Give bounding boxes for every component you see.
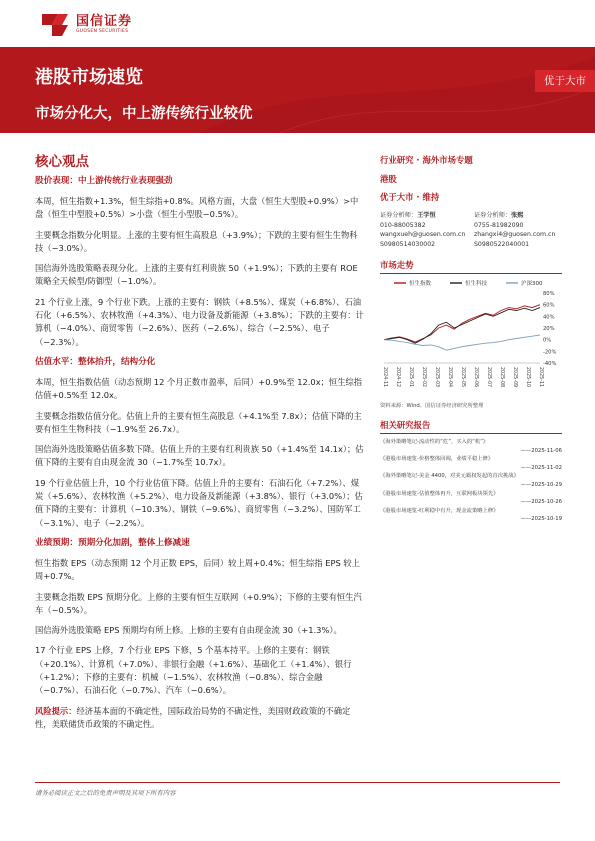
analyst-role: 证券分析师： (380, 212, 418, 219)
chart-source: 资料来源：Wind、国信证券经济研究所整理 (380, 403, 484, 409)
market-trend-chart (380, 277, 562, 399)
analyst-card (380, 211, 468, 249)
paragraph: 17 个行业 EPS 上修，7 个行业 EPS 下修，5 个基本持平。上修的主要有：钢铁（+20.1%）、计算机（+7.0%）、非银行金融（+1.6%）、基础化工（+1.4%）、银行（+1.2%）；下修的主要有：机械（−1.5%）、农林牧渔（−0.8%）、综合金融（−0.7%）、石油石化（−0.7%）、汽车（−0.6%）。 (35, 645, 352, 696)
y-tick-label: 0% (543, 337, 552, 344)
paragraph: 国信海外选股策略表现分化。上涨的主要有红利贵族 50（+1.9%）；下跌的主要有 ROE 策略全天候型/防御型（−1.0%）。 (35, 263, 358, 287)
core-views (35, 150, 365, 731)
paragraph: 本周，恒生指数+1.3%，恒生综指+0.8%。风格方面，大盘（恒生大型股+0.9%）>中盘（恒生中型股+0.5%）>小盘（恒生小型股−0.5%）。 (35, 196, 359, 220)
analyst-info (380, 211, 562, 249)
related-report-link[interactable]: 《港股市场速览-价格整体回调，业绩平稳上修》 (380, 456, 494, 463)
trend-chart-svg (380, 277, 562, 399)
subhead-valuation: 估值水平：整体抬升，结构分化 (35, 356, 156, 367)
logo-icon (38, 12, 72, 38)
related-report-link[interactable]: 《海外策略笔记-美金 4400，对美元霸权发起的首次挑战》 (380, 473, 519, 480)
x-tick-label: 2025-10 (525, 367, 530, 388)
analyst-phone: 010-88005382 (380, 221, 426, 229)
related-report-date: ——2025-10-19 (520, 516, 562, 523)
paragraph: 19 个行业估值上升，10 个行业估值下降。估值上升的主要有：石油石化（+7.2%）、煤炭（+5.6%）、农林牧渔（+5.2%）、电力设备及新能源（+3.8%）、银行（+3.0%）；估值下降的主要有：计算机（−10.3%）、钢铁（−9.6%）、商贸零售（−3.2%）、国防军工（−3.1%）、电子（−2.2%）。 (35, 477, 363, 528)
y-tick-label: -20% (543, 349, 557, 356)
y-tick-label: 40% (543, 314, 555, 321)
related-report-date: ——2025-11-06 (520, 447, 562, 454)
paragraph: 国信海外选股策略 EPS 预期均有所上修。上修的主要有自由现金流 30（+1.3%）。 (35, 625, 342, 636)
section-title-core: 核心观点 (35, 154, 89, 170)
analyst-card (474, 211, 562, 249)
paragraph: 主要概念指数 EPS 预期分化。上修的主要有恒生互联网（+0.9%）；下修的主要有恒生汽车（−0.5%）。 (35, 591, 362, 615)
footer-divider (35, 782, 560, 783)
page-title: 港股市场速览 (35, 67, 143, 88)
sidebar (380, 154, 562, 524)
related-report-date: ——2025-11-02 (520, 464, 562, 471)
market-trend-title: 市场走势 (380, 259, 562, 274)
analyst-cert: S0980522040001 (474, 240, 530, 248)
brand-name-cn: 国信证券 (76, 14, 133, 30)
analyst-name: 张熙 (511, 212, 524, 219)
risk-warning (35, 705, 365, 732)
legend-label: 沪深300 (521, 281, 543, 287)
paragraph: 主要概念指数分化明显。上涨的主要有恒生高股息（+3.9%）；下跌的主要有恒生生物科技（−3.0%）。 (35, 229, 358, 253)
brand-name-en: GUOSEN SECURITIES (76, 29, 129, 35)
subhead-earnings: 业绩预期：预期分化加剧，整体上修减速 (35, 537, 190, 548)
x-tick-label: 2025-04 (447, 367, 452, 388)
x-tick-label: 2025-06 (473, 367, 478, 388)
x-tick-label: 2024-11 (382, 367, 387, 388)
related-report-link[interactable]: 《港股市场速览-估值整体再升，互联网板块领先》 (380, 490, 499, 497)
x-tick-label: 2025-05 (460, 367, 465, 388)
footer-disclaimer: 请务必阅读正文之后的免责声明及其项下所有内容 (35, 789, 176, 797)
analyst-name: 王学恒 (417, 212, 436, 219)
paragraph: 主要概念指数估值分化。估值上升的主要有恒生高股息（+4.1%至 7.8x）；估值下降的主要有恒生生物科技（−1.9%至 26.7x）。 (35, 410, 362, 434)
related-report-link[interactable]: 《港股市场速览-红利稳中有升，现金流策略上修》 (380, 507, 499, 514)
paragraph: 恒生指数 EPS（动态预期 12 个月正数 EPS，后同）较上周+0.4%；恒生综指 EPS 较上周+0.7%。 (35, 557, 360, 582)
y-tick-label: -40% (543, 361, 557, 367)
rating-line: 优于大市 · 维持 (380, 192, 440, 202)
analyst-phone: 0755-81982090 (474, 221, 524, 229)
related-report-date: ——2025-10-26 (520, 499, 562, 506)
x-tick-label: 2024-12 (395, 367, 400, 388)
y-tick-label: 80% (543, 291, 555, 297)
related-reports-title: 相关研究报告 (380, 419, 562, 434)
legend-label: 恒生科技 (465, 281, 488, 287)
report-category: 行业研究 · 海外市场专题 (380, 155, 473, 165)
subhead-price: 股价表现：中上游传统行业表现强劲 (35, 176, 173, 186)
related-reports (380, 438, 562, 524)
y-tick-label: 20% (543, 326, 555, 332)
paragraph: 本周，恒生指数估值（动态预期 12 个月正数市盈率，后同）+0.9%至 12.0x；恒生综指估值+0.5%至 12.0x。 (35, 376, 363, 401)
related-report-date: ——2025-10-29 (520, 481, 562, 488)
analyst-email[interactable]: wangxueh@guosen.com.cn (380, 231, 466, 238)
legend-label: 恒生指数 (409, 281, 432, 287)
series-line (384, 308, 540, 344)
x-tick-label: 2025-02 (421, 367, 426, 388)
y-tick-label: 60% (543, 302, 555, 309)
report-market: 港股 (380, 174, 397, 184)
x-tick-label: 2025-07 (486, 367, 491, 388)
paragraph: 21 个行业上涨，9 个行业下跌。上涨的主要有：钢铁（+8.5%）、煤炭（+6.8%）、石油石化（+6.5%）、农林牧渔（+4.3%）、电力设备及新能源（+3.8%）；下跌的主要有：计算机（−4.0%）、商贸零售（−2.6%）、医药（−2.6%）、综合（−2.5%）、电子（−2.3%）。 (35, 296, 364, 347)
analyst-role: 证券分析师： (474, 212, 512, 219)
rating-badge: 优于大市 (535, 70, 595, 92)
x-tick-label: 2025-08 (499, 367, 504, 388)
page-subtitle: 市场分化大，中上游传统行业较优 (35, 106, 253, 122)
paragraph: 国信海外选股策略估值多数下降。估值上升的主要有红利贵族 50（+1.4%至 14.1x）；估值下降的主要有自由现金流 30（−1.7%至 10.7x）。 (35, 444, 364, 468)
x-tick-label: 2025-09 (512, 367, 517, 388)
related-report-link[interactable]: 《海外策略笔记-流动性的“危”，买入的“机”》 (380, 439, 489, 445)
analyst-email[interactable]: zhangxi4@guosen.com.cn (474, 231, 556, 238)
analyst-cert: S0980514030002 (380, 240, 436, 248)
risk-text: 经济基本面的不确定性，国际政治局势的不确定性，美国财政政策的不确定性，美联储货币政策的不确定性。 (35, 705, 351, 729)
risk-label: 风险提示： (35, 705, 77, 716)
x-tick-label: 2025-03 (434, 367, 439, 388)
x-tick-label: 2025-01 (408, 367, 413, 388)
x-tick-label: 2025-11 (538, 367, 543, 388)
guosen-logo (38, 10, 132, 40)
header-banner (0, 47, 595, 133)
series-line (384, 335, 540, 350)
